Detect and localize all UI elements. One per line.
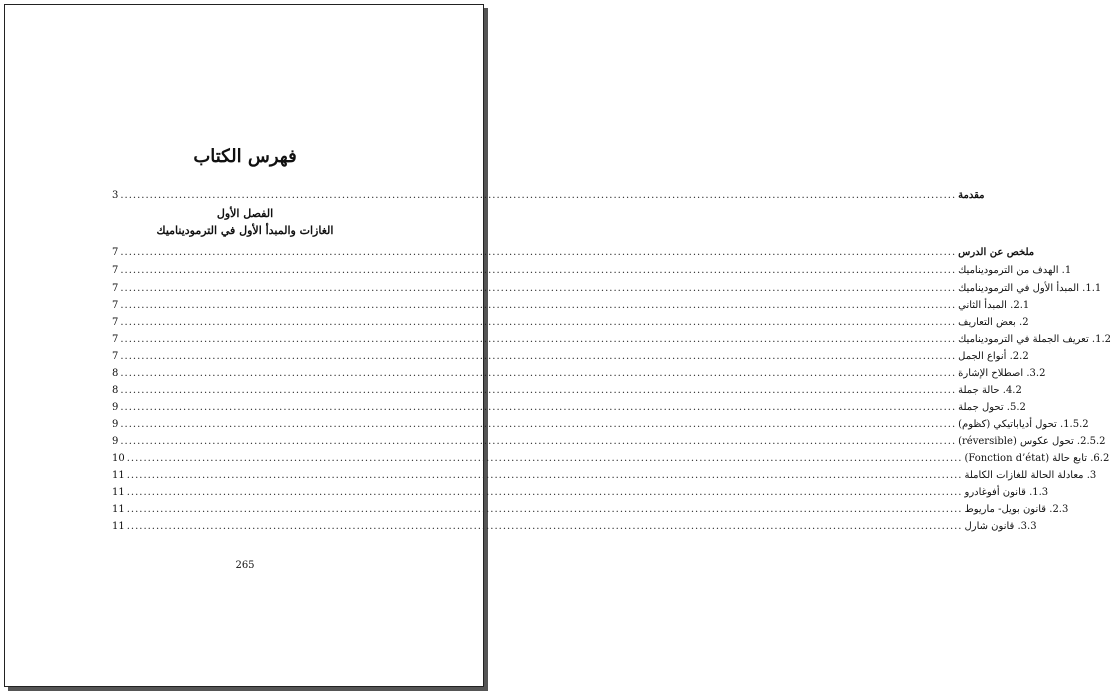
toc-entry-page: 7 bbox=[112, 300, 119, 311]
toc-leader-dots: ........................................................................................................................................................................................................ bbox=[120, 283, 957, 294]
toc-entry-page: 11 bbox=[112, 521, 125, 532]
toc-leader-dots: ........................................................................................................................................................................................................ bbox=[126, 470, 963, 481]
toc-entry bbox=[112, 363, 1046, 379]
toc-leader-dots: ........................................................................................................................................................................................................ bbox=[126, 453, 963, 464]
toc-leader-dots: ........................................................................................................................................................................................................ bbox=[120, 351, 957, 362]
toc-entry-page: 11 bbox=[112, 487, 125, 498]
toc-entry-page: 9 bbox=[112, 436, 119, 447]
toc-entry-text: 3.2. اصطلاح الإشارة bbox=[958, 368, 1046, 379]
toc-entry bbox=[112, 380, 1022, 396]
toc-entry-text: 5.2. تحول جملة bbox=[958, 402, 1026, 413]
toc-entry-text: 4.2. حالة جملة bbox=[958, 385, 1022, 396]
toc-entry-text: 2.3. قانون بويل- ماريوط bbox=[964, 504, 1069, 515]
chapter-label: الفصل الأول bbox=[216, 207, 274, 220]
toc-entry-text: 1.5.2. تحول أدياباتيكي (كظوم) bbox=[958, 419, 1089, 430]
toc-entry-text: 1.2. تعريف الجملة في الترموديناميك bbox=[958, 334, 1111, 345]
toc-entry-page: 7 bbox=[112, 351, 119, 362]
toc-entry-page: 7 bbox=[112, 317, 119, 328]
toc-leader-dots: ........................................................................................................................................................................................................ bbox=[120, 190, 957, 201]
toc-leader-dots: ........................................................................................................................................................................................................ bbox=[126, 504, 963, 515]
toc-leader-dots: ........................................................................................................................................................................................................ bbox=[120, 247, 957, 258]
toc-leader-dots: ........................................................................................................................................................................................................ bbox=[120, 368, 957, 379]
toc-entry bbox=[112, 295, 1030, 311]
toc-entry-text: 3. معادلة الحالة للغازات الكاملة bbox=[964, 470, 1097, 481]
toc-entry bbox=[112, 278, 1102, 294]
toc-leader-dots: ........................................................................................................................................................................................................ bbox=[120, 265, 957, 276]
toc-entry-page: 9 bbox=[112, 402, 119, 413]
toc-entry-text: 1. الهدف من الترموديناميك bbox=[958, 265, 1072, 276]
toc-entry bbox=[112, 414, 1089, 430]
page-number: 265 bbox=[235, 560, 255, 571]
toc-leader-dots: ........................................................................................................................................................................................................ bbox=[126, 521, 963, 532]
toc-leader-dots: ........................................................................................................................................................................................................ bbox=[120, 334, 957, 345]
toc-entry-text: 2.2. أنواع الجمل bbox=[958, 351, 1029, 362]
toc-leader-dots: ........................................................................................................................................................................................................ bbox=[120, 402, 957, 413]
toc-entry-page: 8 bbox=[112, 385, 119, 396]
toc-entry bbox=[112, 397, 1026, 413]
toc-entry-text: 3.3. قانون شارل bbox=[964, 521, 1037, 532]
toc-entry-page: 7 bbox=[112, 283, 119, 294]
toc-entry-page: 11 bbox=[112, 504, 125, 515]
toc-entry bbox=[112, 185, 985, 201]
toc-entry bbox=[112, 482, 1049, 498]
chapter-subtitle: الغازات والمبدأ الأول في الترموديناميك bbox=[156, 224, 334, 237]
toc-entry-page: 11 bbox=[112, 470, 125, 481]
toc-entry bbox=[112, 499, 1069, 515]
toc-entry-page: 3 bbox=[112, 190, 119, 201]
toc-leader-dots: ........................................................................................................................................................................................................ bbox=[126, 487, 963, 498]
toc-leader-dots: ........................................................................................................................................................................................................ bbox=[120, 300, 957, 311]
toc-entry-text: مقدمة bbox=[958, 190, 985, 201]
toc-entry bbox=[112, 242, 1035, 258]
toc-entry-page: 9 bbox=[112, 419, 119, 430]
toc-title: فهرس الكتاب bbox=[193, 146, 297, 167]
toc-entry-page: 10 bbox=[112, 453, 125, 464]
toc-entry bbox=[112, 431, 1106, 447]
toc-entry-text: 2.5.2. تحول عكوس (réversible) bbox=[958, 436, 1106, 447]
toc-leader-dots: ........................................................................................................................................................................................................ bbox=[120, 317, 957, 328]
toc-entry-text: 1.3. قانون أفوغادرو bbox=[964, 487, 1049, 498]
toc-entry-text: 2. بعض التعاريف bbox=[958, 317, 1029, 328]
toc-entry bbox=[112, 516, 1037, 532]
toc-entry-page: 8 bbox=[112, 368, 119, 379]
toc-entry bbox=[112, 312, 1029, 328]
toc-entry bbox=[112, 448, 1110, 464]
toc-entry-text: 2.1. المبدأ الثاني bbox=[958, 300, 1030, 311]
toc-entry bbox=[112, 346, 1029, 362]
toc-entry-text: 1.1. المبدأ الأول في الترموديناميك bbox=[958, 283, 1102, 294]
toc-entry-page: 7 bbox=[112, 334, 119, 345]
toc-entry bbox=[112, 465, 1097, 481]
toc-leader-dots: ........................................................................................................................................................................................................ bbox=[120, 436, 957, 447]
toc-leader-dots: ........................................................................................................................................................................................................ bbox=[120, 419, 957, 430]
toc-entry-page: 7 bbox=[112, 265, 119, 276]
toc-entry-text: 6.2. تابع حالة (Fonction d’état) bbox=[964, 453, 1110, 464]
toc-entry-text: ملخص عن الدرس bbox=[958, 247, 1035, 258]
toc-entry bbox=[112, 329, 1111, 345]
toc-entry-page: 7 bbox=[112, 247, 119, 258]
toc-leader-dots: ........................................................................................................................................................................................................ bbox=[120, 385, 957, 396]
toc-entry bbox=[112, 260, 1072, 276]
